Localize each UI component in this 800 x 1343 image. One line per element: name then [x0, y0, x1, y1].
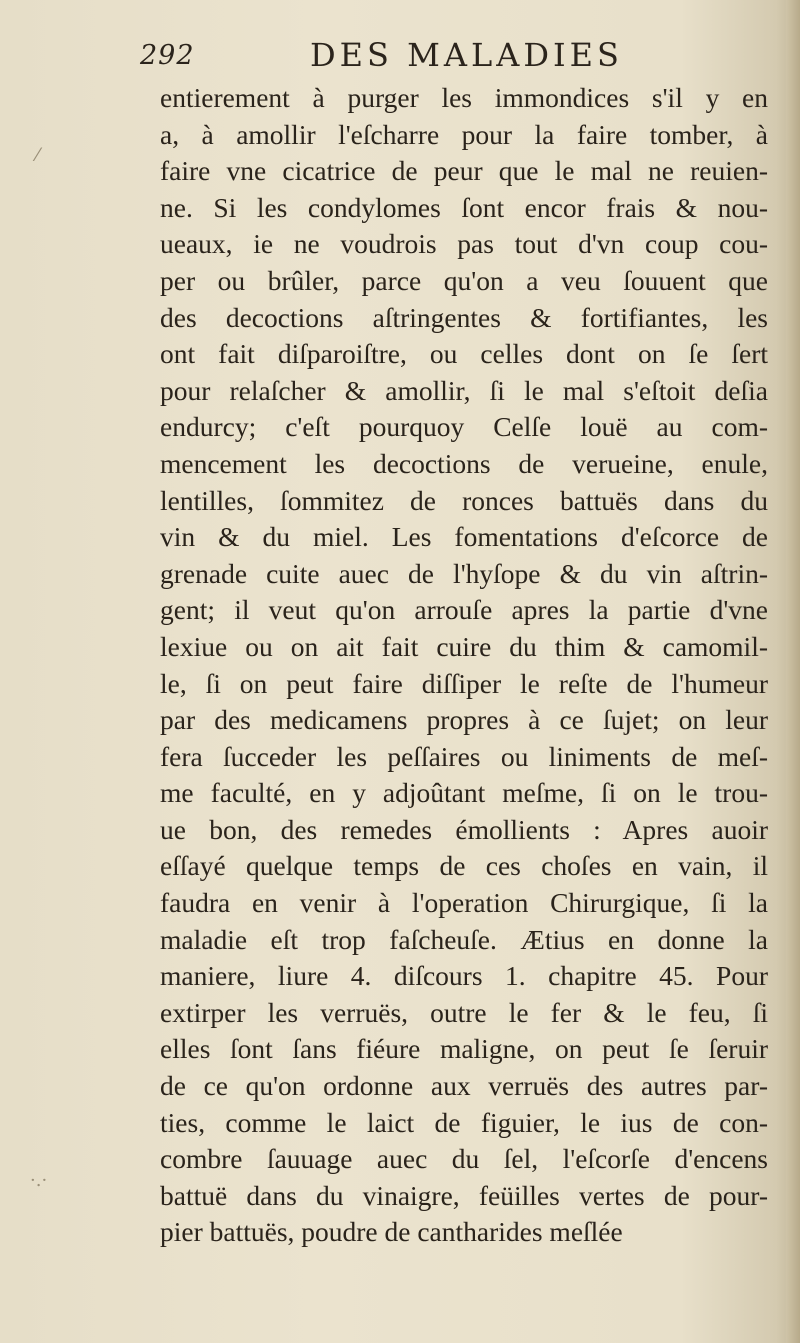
text-line: gent; il veut qu'on arrouſe apres la partie d'vne — [160, 594, 768, 626]
running-head: DES MALADIES — [310, 36, 623, 74]
text-line: ne. Si les condylomes ſont encor frais & nou- — [160, 191, 768, 223]
page-number: 292 — [140, 40, 195, 71]
text-line: entierement à purger les immondices s'il y en — [160, 82, 768, 113]
text-line: a, à amollir l'eſcharre pour la faire tomber, à — [160, 118, 768, 150]
text-line: ueaux, ie ne voudrois pas tout d'vn coup cou- — [160, 228, 768, 260]
text-line: ties, comme le laict de figuier, le ius de con- — [160, 1106, 768, 1138]
margin-speck: ⁄ — [36, 145, 40, 166]
text-line: elles ſont ſans fiéure maligne, on peut ſe ſeruir — [160, 1033, 768, 1065]
text-line: lexiue ou on ait fait cuire du thim & camomil- — [160, 630, 768, 662]
text-line: vin & du miel. Les fomentations d'eſcorce de — [160, 521, 768, 553]
text-line: ont fait diſparoiſtre, ou celles dont on ſe ſert — [160, 338, 768, 370]
text-line: battuë dans du vinaigre, feüilles vertes de pour- — [160, 1179, 768, 1211]
text-line: pour relaſcher & amollir, ſi le mal s'eſtoit deſia — [160, 374, 768, 406]
text-line: faudra en venir à l'operation Chirurgique, ſi la — [160, 887, 768, 919]
text-line: grenade cuite auec de l'hyſope & du vin aſtrin- — [160, 557, 768, 589]
body-text — [160, 80, 768, 1251]
text-line: me faculté, en y adjoûtant meſme, ſi on le trou- — [160, 777, 768, 809]
text-line: per ou brûler, parce qu'on a veu ſouuent que — [160, 264, 768, 296]
page-edge — [786, 0, 800, 1343]
text-line: des decoctions aſtringentes & fortifiantes, les — [160, 301, 768, 333]
text-line: fera ſucceder les peſſaires ou liniments de meſ- — [160, 740, 768, 772]
page-header — [140, 36, 760, 86]
text-line: de ce qu'on ordonne aux verruës des autres par- — [160, 1070, 768, 1102]
text-line: combre ſauuage auec du ſel, l'eſcorſe d'encens — [160, 1143, 768, 1175]
text-line: endurcy; c'eſt pourquoy Celſe louë au com- — [160, 411, 768, 443]
text-line: pier battuës, poudre de cantharides meſlée — [160, 1216, 623, 1248]
text-line: extirper les verruës, outre le fer & le feu, ſi — [160, 996, 768, 1028]
text-line: mencement les decoctions de verueine, enule, — [160, 447, 768, 479]
text-line: ue bon, des remedes émollients : Apres auoir — [160, 813, 768, 845]
text-line: lentilles, ſommitez de ronces battuës dans du — [160, 484, 768, 516]
margin-speck: ·.· — [30, 1170, 48, 1191]
text-line: eſſayé quelque temps de ces choſes en vain, il — [160, 850, 768, 882]
text-line: faire vne cicatrice de peur que le mal ne reuien- — [160, 155, 768, 187]
text-line: maniere, liure 4. diſcours 1. chapitre 45. Pour — [160, 960, 768, 992]
text-line: le, ſi on peut faire diſſiper le reſte de l'humeur — [160, 667, 768, 699]
text-line: par des medicamens propres à ce ſujet; on leur — [160, 704, 768, 736]
text-line: maladie eſt trop faſcheuſe. Ætius en donne la — [160, 923, 768, 955]
